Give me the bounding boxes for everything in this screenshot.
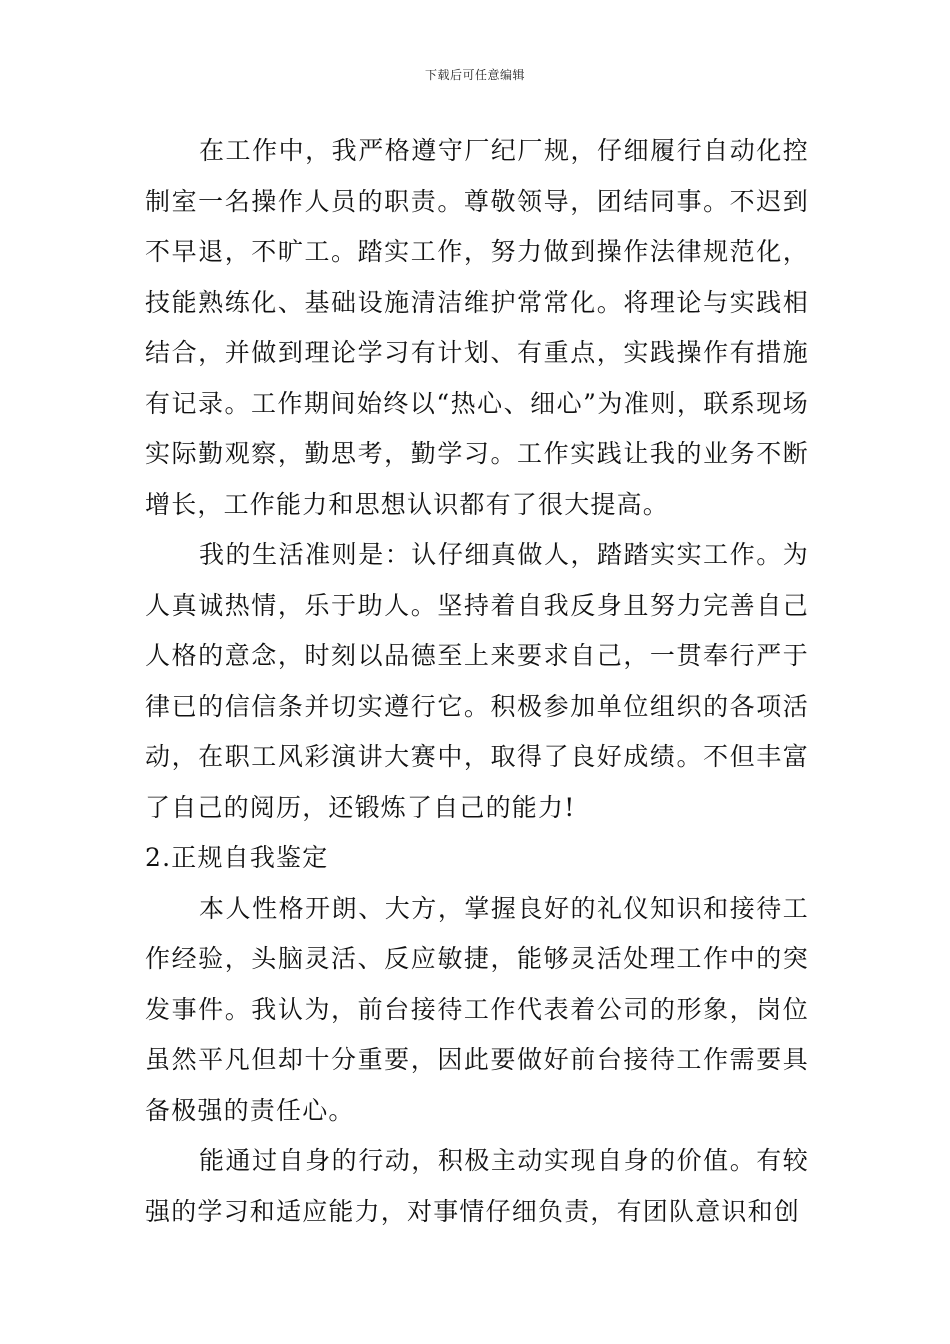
paragraph-life-principles: 我的生活准则是：认仔细真做人，踏踏实实工作。为人真诚热情，乐于助人。坚持着自我反身且努力完善自己人格的意念，时刻以品德至上来要求自己，一贯奉行严于律已的信信条并切实遵行它。积极参加单位组织的各项活动，在职工风彩演讲大赛中，取得了良好成绩。不但丰富了自己的阅历，还锻炼了自己的能力! — [145, 540, 809, 822]
section-heading: 2.正规自我鉴定 — [145, 843, 329, 872]
header-note: 下载后可任意编辑 — [424, 68, 525, 82]
paragraph-self-value: 能通过自身的行动，积极主动实现自身的价值。有较强的学习和适应能力，对事情仔细负责，有团队意识和创 — [145, 1146, 809, 1226]
document-body — [145, 126, 809, 1237]
paragraph-personality: 本人性格开朗、大方，掌握良好的礼仪知识和接待工作经验，头脑灵活、反应敏捷，能够灵活处理工作中的突发事件。我认为，前台接待工作代表着公司的形象，岗位虽然平凡但却十分重要，因此要做好前台接待工作需要具备极强的责任心。 — [145, 893, 809, 1125]
paragraph-work-conduct: 在工作中，我严格遵守厂纪厂规，仔细履行自动化控制室一名操作人员的职责。尊敬领导，团结同事。不迟到不早退，不旷工。踏实工作，努力做到操作法律规范化，技能熟练化、基础设施清洁维护常常化。将理论与实践相结合，并做到理论学习有计划、有重点，实践操作有措施有记录。工作期间始终以“热心、细心”为准则，联系现场实际勤观察，勤思考，勤学习。工作实践让我的业务不断增长，工作能力和思想认识都有了很大提高。 — [145, 136, 809, 519]
